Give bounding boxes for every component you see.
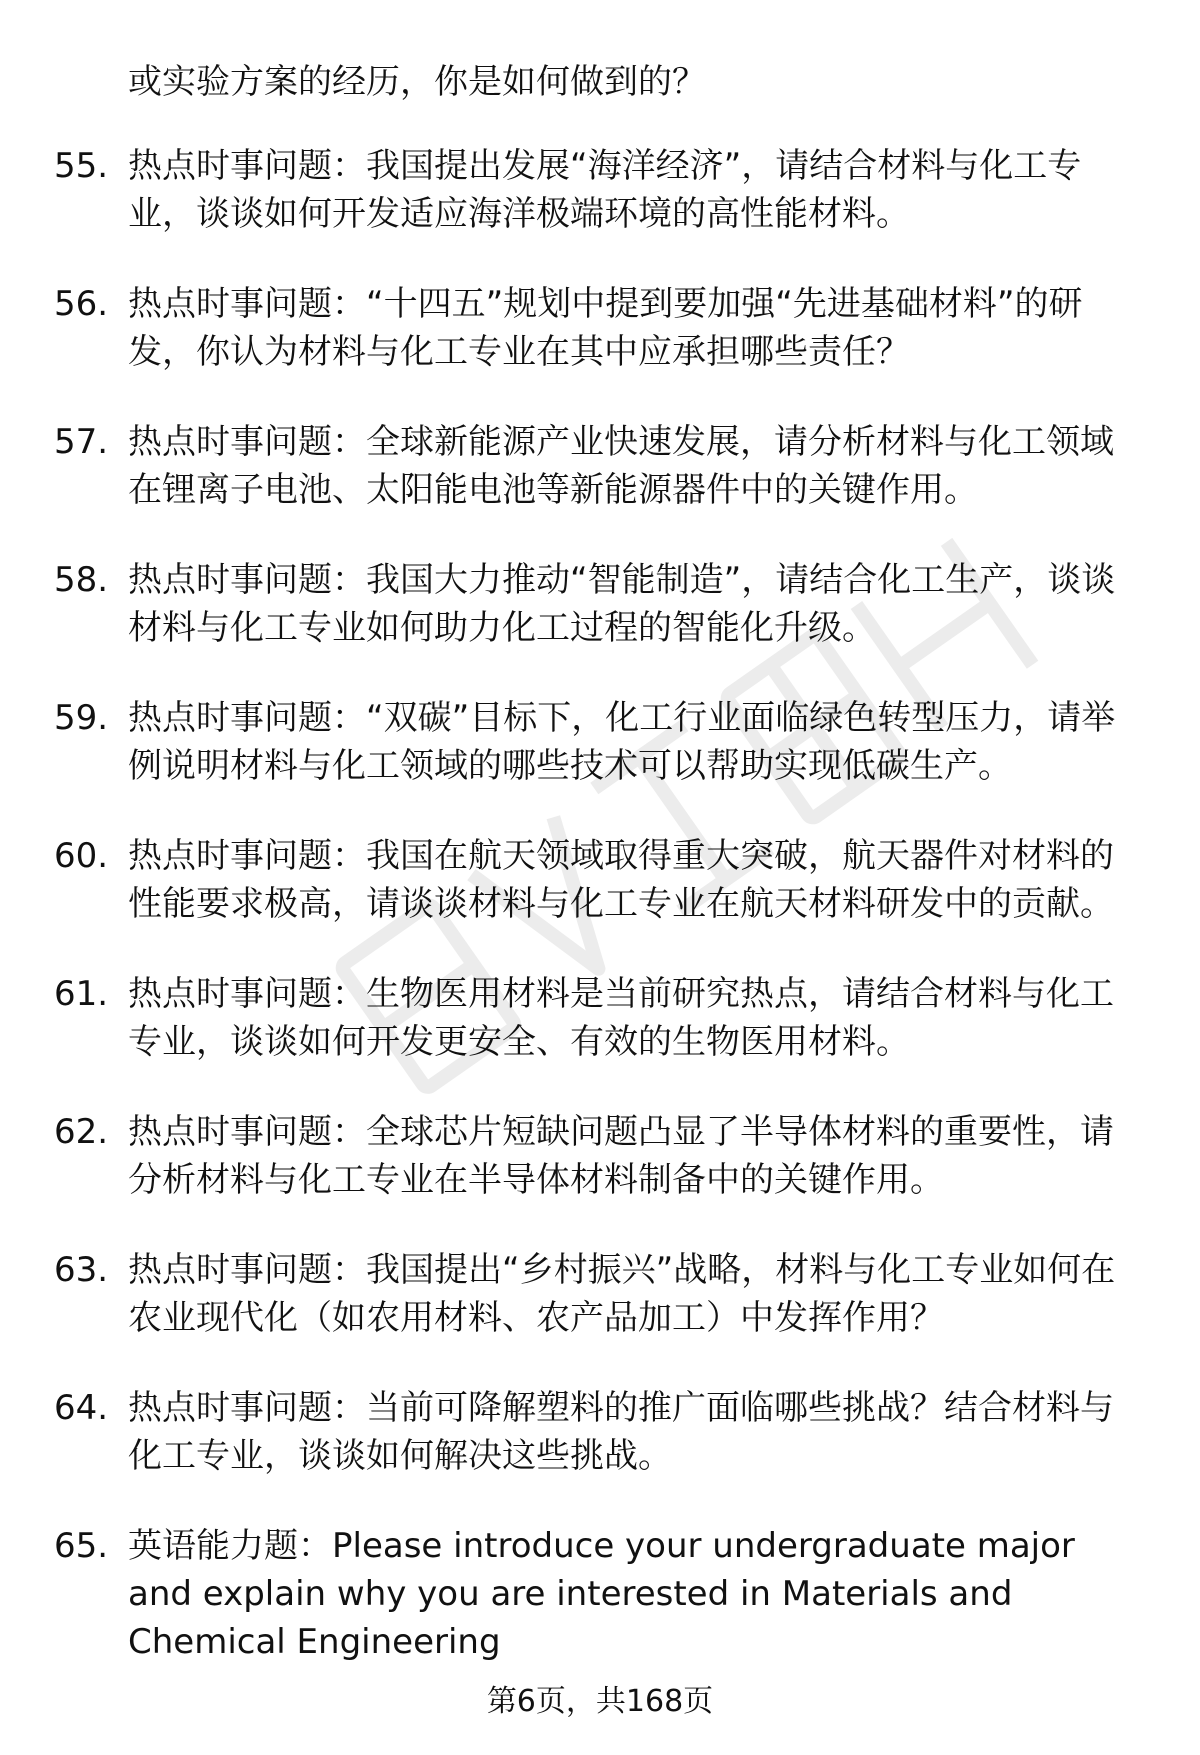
question-number: 63.	[54, 1250, 109, 1290]
question-item	[0, 1384, 1138, 1480]
question-text: 热点时事问题：当前可降解塑料的推广面临哪些挑战？结合材料与化工专业，谈谈如何解决这些挑战。	[128, 1388, 1114, 1476]
question-text: 热点时事问题：我国提出发展“海洋经济”，请结合材料与化工专业，谈谈如何开发适应海洋极端环境的高性能材料。	[128, 146, 1082, 234]
page-footer: 第6页，共168页	[486, 1684, 714, 1719]
question-number: 64.	[54, 1388, 109, 1428]
continuation-text: 或实验方案的经历，你是如何做到的？	[128, 62, 706, 102]
question-text: 热点时事问题：生物医用材料是当前研究热点，请结合材料与化工专业，谈谈如何开发更安全、有效的生物医用材料。	[128, 974, 1114, 1062]
question-item	[0, 556, 1138, 652]
question-text: 热点时事问题：我国在航天领域取得重大突破，航天器件对材料的性能要求极高，请谈谈材料与化工专业在航天材料研发中的贡献。	[128, 836, 1114, 924]
question-item	[0, 694, 1138, 790]
question-number: 60.	[54, 836, 109, 876]
question-item	[0, 970, 1138, 1066]
question-item	[0, 142, 1138, 238]
question-item	[0, 1522, 1138, 1666]
question-text: 热点时事问题：“十四五”规划中提到要加强“先进基础材料”的研发，你认为材料与化工专业在其中应承担哪些责任？	[128, 284, 1083, 372]
question-number: 55.	[54, 146, 109, 186]
question-text: 热点时事问题：“双碳”目标下，化工行业面临绿色转型压力，请举例说明材料与化工领域的哪些技术可以帮助实现低碳生产。	[128, 698, 1116, 786]
question-number: 58.	[54, 560, 109, 600]
question-item	[0, 1108, 1138, 1204]
question-text: 热点时事问题：全球芯片短缺问题凸显了半导体材料的重要性，请分析材料与化工专业在半导体材料制备中的关键作用。	[128, 1112, 1114, 1200]
question-number: 56.	[54, 284, 109, 324]
question-number: 61.	[54, 974, 109, 1014]
question-text: 英语能力题：Please introduce your undergraduate major and explain why you are interested in Materials and Chemical Engineering	[128, 1526, 1075, 1662]
question-number: 57.	[54, 422, 109, 462]
question-number: 59.	[54, 698, 109, 738]
question-item	[0, 418, 1138, 514]
question-item	[0, 1246, 1138, 1342]
question-number: 62.	[54, 1112, 109, 1152]
question-item	[0, 280, 1138, 376]
question-number: 65.	[54, 1526, 109, 1566]
question-text: 热点时事问题：我国大力推动“智能制造”，请结合化工生产，谈谈材料与化工专业如何助力化工过程的智能化升级。	[128, 560, 1116, 648]
question-item	[0, 832, 1138, 928]
question-list	[0, 142, 1200, 1708]
question-text: 热点时事问题：全球新能源产业快速发展，请分析材料与化工领域在锂离子电池、太阳能电池等新能源器件中的关键作用。	[128, 422, 1114, 510]
question-text: 热点时事问题：我国提出“乡村振兴”战略，材料与化工专业如何在农业现代化（如农用材料、农产品加工）中发挥作用？	[128, 1250, 1116, 1338]
